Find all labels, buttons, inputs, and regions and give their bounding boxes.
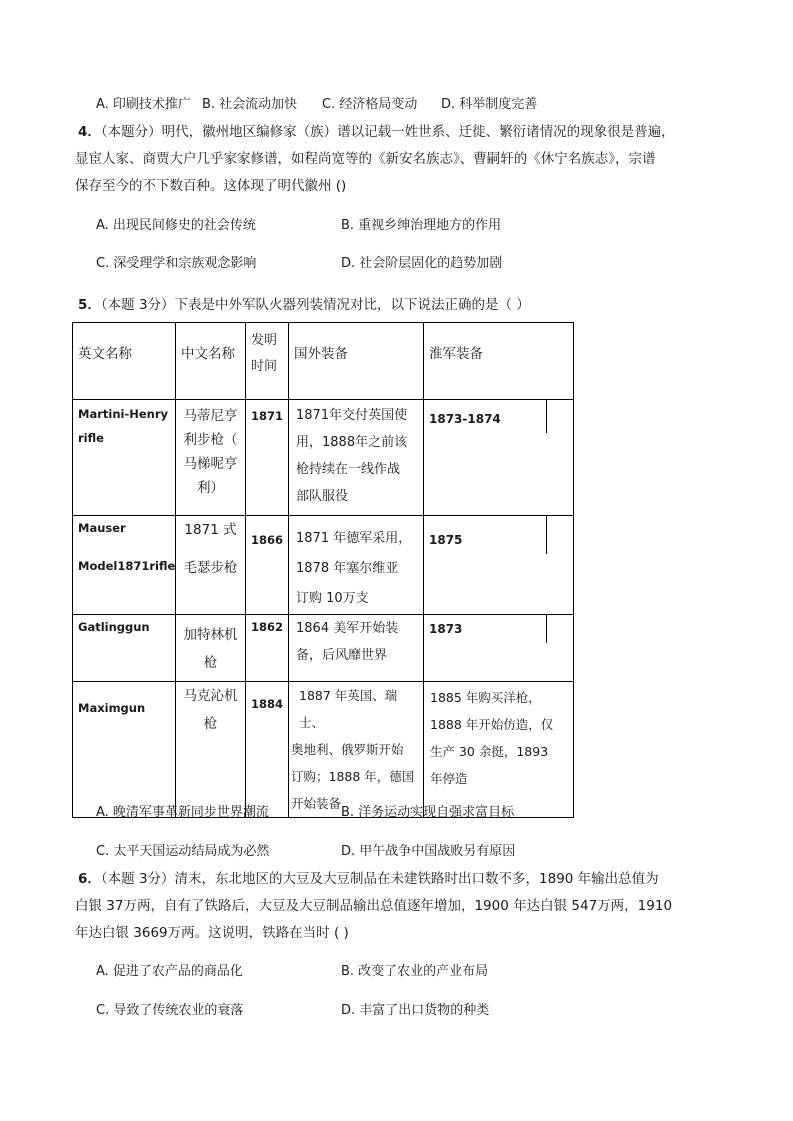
en-name-line: Gatlinggun [78,620,150,634]
header-invent-line-1: 发明 [251,333,278,348]
table-header-row [73,323,574,400]
en-name-line: rifle [78,431,104,445]
q3-option-d: D. 科举制度完善 [441,97,538,112]
foreign-line: 1871年交付英国使 [296,408,408,423]
q6-line-2: 白银 37万两，自有了铁路后，大豆及大豆制品输出总值逐年增加，1900 年达白银 547万两，1910 [75,898,673,914]
foreign-line: 开始装备 [291,796,342,811]
q4-option-d: D. 社会阶层固化的趋势加剧 [341,256,503,271]
invent-year: 1871 [251,409,284,423]
q4-option-a: A. 出现民间修史的社会传统 [96,218,256,233]
cn-name-line: 加特林机 [183,627,238,643]
cell-divider [546,615,547,643]
q4-number: 4． [78,124,101,140]
en-name-line: Martini-Henry [78,407,168,421]
header-chinese-name: 中文名称 [181,346,235,362]
cell-divider [546,516,547,554]
q5-stem-text: （本题 3分）下表是中外军队火器列装情况对比，以下说法正确的是（ ） [100,297,530,313]
header-cell [176,323,246,400]
q6-line-1 [78,866,718,893]
q3-option-c: C. 经济格局变动 [322,97,418,112]
q4-option-c: C. 深受理学和宗族观念影响 [96,256,257,271]
huai-line: 生产 30 余挺，1893 [430,744,549,759]
cn-name-line: 马蒂尼亨 [183,408,238,424]
foreign-line: 订购 10万支 [296,591,369,606]
foreign-line: 1878 年塞尔维亚 [296,561,399,576]
header-foreign: 国外装备 [294,346,348,362]
question-6 [75,866,718,947]
foreign-line: 1864 美军开始装 [296,621,399,636]
q4-line-2: 显宦人家、商贾大户几乎家家修谱，如程尚宽等的《新安名族志》、曹嗣轩的《休宁名族志》，宗谱 [75,151,656,167]
cn-name-line: 利） [197,480,224,496]
header-cell [246,323,289,400]
table-row [73,682,574,818]
q5-number: 5． [78,297,101,313]
q6-line-3: 年达白银 3669万两。这说明，铁路在当时 ( ) [75,925,349,941]
foreign-line: 枪持续在一线作战 [296,462,401,477]
q3-option-a: A. 印刷技术推广 [96,97,191,112]
q4-option-b: B. 重视乡绅治理地方的作用 [341,218,502,233]
q5-option-d: D. 甲午战争中国战败另有原因 [341,844,516,859]
invent-year: 1884 [251,697,284,711]
table-row [73,615,574,682]
q5-option-b: B. 洋务运动实现自强求富目标 [341,805,515,820]
q4-line-1-text: （本题分）明代，徽州地区编修家（族）谱以记载一姓世系、迁徙、繁衍诸情况的现象很是普遍， [100,124,675,140]
q5-option-a: A. 晚清军事革新同步世界潮流 [96,805,269,820]
foreign-line: 奥地利、俄罗斯开始 [291,742,404,757]
q6-number: 6． [78,871,101,887]
q4-line-3: 保存至今的不下数百种。这体现了明代徽州 () [75,178,347,194]
q6-option-b: B. 改变了农业的产业布局 [341,964,489,979]
header-invent-line-2: 时间 [251,359,278,374]
header-cell [289,323,424,400]
foreign-line: 订购；1888 年，德国 [291,769,415,784]
invent-year: 1862 [251,620,284,634]
cn-name-line: 1871 式 [184,522,237,538]
cn-name-line: 枪 [203,655,218,671]
q3-option-b: B. 社会流动加快 [202,97,298,112]
q6-line-1-text: （本题 3分）清末，东北地区的大豆及大豆制品在未建铁路时出口数不多，1890 年输出总值为 [100,871,659,887]
cn-name-line: 马梯呢亨 [183,456,238,472]
q6-option-d: D. 丰富了出口货物的种类 [341,1003,490,1018]
table-row [73,400,574,516]
question-4 [75,119,718,200]
en-name-line: Maximgun [78,701,146,715]
en-name-line: Mauser [78,521,126,535]
firearms-table [72,322,574,818]
foreign-line: 1887 年英国、瑞士、 [299,688,398,730]
huai-equipment: 1875 [429,533,463,547]
header-cell [424,323,574,400]
q6-option-c: C. 导致了传统农业的衰落 [96,1003,244,1018]
q6-option-a: A. 促进了农产品的商品化 [96,964,243,979]
huai-line: 年停造 [430,771,468,786]
huai-line: 1888 年开始仿造，仅 [430,717,554,732]
cn-name-line: 毛瑟步枪 [183,560,238,576]
foreign-line: 备，后风靡世界 [296,648,388,663]
foreign-line: 1871 年德军采用， [296,531,412,546]
en-name-line: Model1871rifle [78,559,176,573]
cell-divider [546,400,547,433]
huai-equipment: 1873-1874 [429,412,501,426]
invent-year: 1866 [251,533,284,547]
foreign-line: 部队服役 [296,489,349,504]
q4-line-1 [78,119,718,146]
cn-name-line: 马克沁机 [183,688,238,704]
huai-equipment: 1873 [429,622,463,636]
header-huai: 淮军装备 [429,346,483,362]
header-english-name: 英文名称 [78,346,132,362]
header-cell [73,323,176,400]
table-row [73,516,574,615]
cn-name-line: 枪 [203,716,218,732]
huai-line: 1885 年购买洋枪， [430,690,541,705]
foreign-line: 用，1888年之前该 [296,435,408,450]
cn-name-line: 利步枪（ [183,432,238,448]
question-5-stem [78,295,530,315]
q5-option-c: C. 太平天国运动结局成为必然 [96,844,270,859]
